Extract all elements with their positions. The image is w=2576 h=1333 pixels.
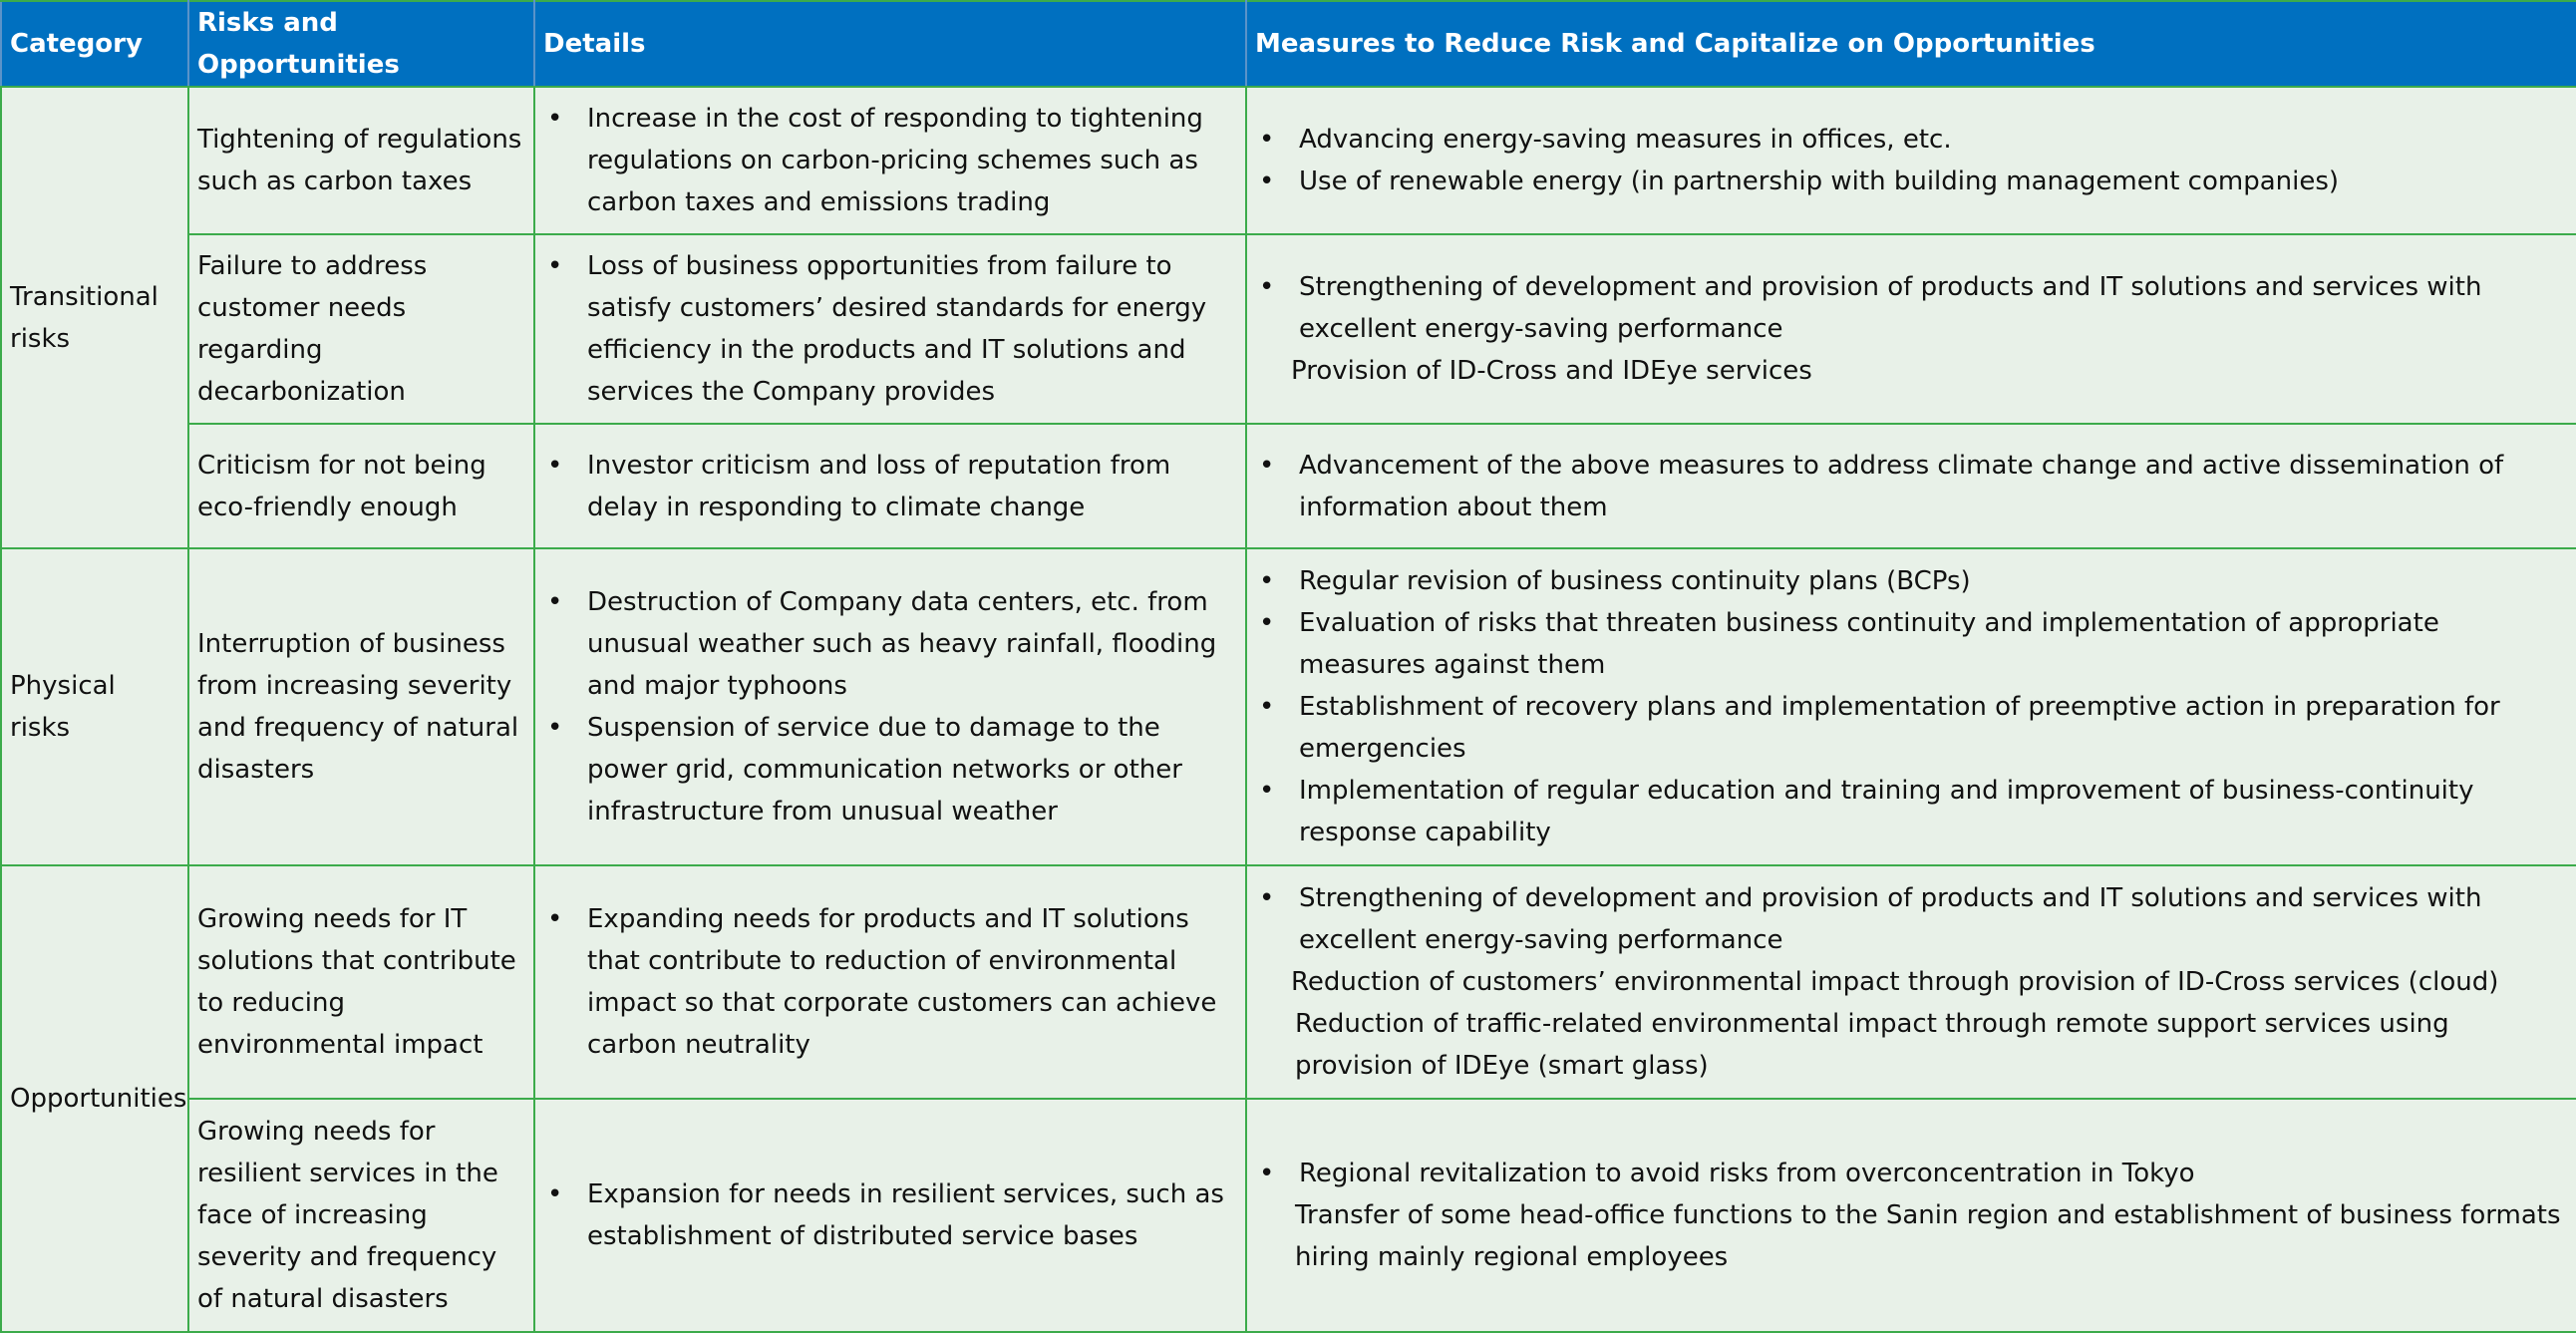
measures-subitem: Transfer of some head-office functions to the Sanin region and establishment of business formats hiring mainly regional employees (1295, 1200, 2561, 1272)
measures-cell (1246, 548, 2576, 865)
details-item: • Expansion for needs in resilient services, such as establishment of distributed service bases (543, 1173, 1237, 1257)
risk-cell: Growing needs for IT solutions that contribute to reducing environmental impact (188, 865, 534, 1099)
measures-cell (1246, 1099, 2576, 1332)
details-cell (534, 548, 1246, 865)
measures-item: • Establishment of recovery plans and implementation of preemptive action in preparation for emergencies (1255, 686, 2568, 770)
details-cell (534, 1099, 1246, 1332)
measures-cell (1246, 865, 2576, 1099)
details-item: • Investor criticism and loss of reputation from delay in responding to climate change (543, 445, 1237, 528)
table-row (1, 865, 2576, 1099)
header-row (1, 1, 2576, 87)
measures-subitem: Reduction of customers’ environmental impact through provision of ID-Cross services (cloud) (1291, 967, 2499, 997)
risk-cell: Tightening of regulations such as carbon taxes (188, 87, 534, 234)
measures-item: • Evaluation of risks that threaten business continuity and implementation of appropriate measures against them (1255, 602, 2568, 686)
measures-cell (1246, 424, 2576, 548)
risk-cell: Interruption of business from increasing severity and frequency of natural disasters (188, 548, 534, 865)
header-details: Details (534, 1, 1246, 87)
risk-cell: Growing needs for resilient services in the face of increasing severity and frequency of natural disasters (188, 1099, 534, 1332)
details-item: • Expanding needs for products and IT solutions that contribute to reduction of environmental impact so that corporate customers can achieve carbon neutrality (543, 898, 1237, 1066)
measures-subitem: Reduction of traffic-related environmental impact through remote support services using provision of IDEye (smart glass) (1295, 1009, 2449, 1081)
risk-cell: Criticism for not being eco-friendly enough (188, 424, 534, 548)
details-item: • Suspension of service due to damage to the power grid, communication networks or other infrastructure from unusual weather (543, 707, 1237, 833)
measures-cell (1246, 234, 2576, 424)
measures-item: • Advancing energy-saving measures in offices, etc. (1255, 119, 2568, 161)
details-cell (534, 865, 1246, 1099)
table-row (1, 424, 2576, 548)
table-row (1, 234, 2576, 424)
category-physical: Physical risks (1, 548, 188, 865)
details-item: • Increase in the cost of responding to tightening regulations on carbon-pricing schemes such as carbon taxes and emissions trading (543, 98, 1237, 223)
category-transitional: Transitional risks (1, 87, 188, 548)
header-risks: Risks and Opportunities (188, 1, 534, 87)
details-item: • Loss of business opportunities from failure to satisfy customers’ desired standards for energy efficiency in the products and IT solutions and services the Company provides (543, 245, 1237, 413)
measures-item: • Strengthening of development and provision of products and IT solutions and services with excellent energy-saving performance (1255, 266, 2568, 350)
category-opportunities: Opportunities (1, 865, 188, 1332)
measures-item: • Regional revitalization to avoid risks from overconcentration in Tokyo (1255, 1153, 2568, 1194)
details-cell (534, 87, 1246, 234)
measures-cell (1246, 87, 2576, 234)
details-cell (534, 234, 1246, 424)
header-category: Category (1, 1, 188, 87)
risk-cell: Failure to address customer needs regarding decarbonization (188, 234, 534, 424)
table-row (1, 87, 2576, 234)
measures-item: • Implementation of regular education and training and improvement of business-continuity response capability (1255, 770, 2568, 853)
details-cell (534, 424, 1246, 548)
measures-item: • Regular revision of business continuity plans (BCPs) (1255, 560, 2568, 602)
header-measures: Measures to Reduce Risk and Capitalize on Opportunities (1246, 1, 2576, 87)
table-row (1, 1099, 2576, 1332)
measures-item: • Strengthening of development and provision of products and IT solutions and services with excellent energy-saving performance (1255, 877, 2568, 961)
measures-item: • Advancement of the above measures to address climate change and active dissemination of information about them (1255, 445, 2568, 528)
measures-subitem: Provision of ID-Cross and IDEye services (1291, 356, 1812, 386)
measures-item: • Use of renewable energy (in partnership with building management companies) (1255, 161, 2568, 202)
table-row (1, 548, 2576, 865)
details-item: • Destruction of Company data centers, etc. from unusual weather such as heavy rainfall, flooding and major typhoons (543, 581, 1237, 707)
